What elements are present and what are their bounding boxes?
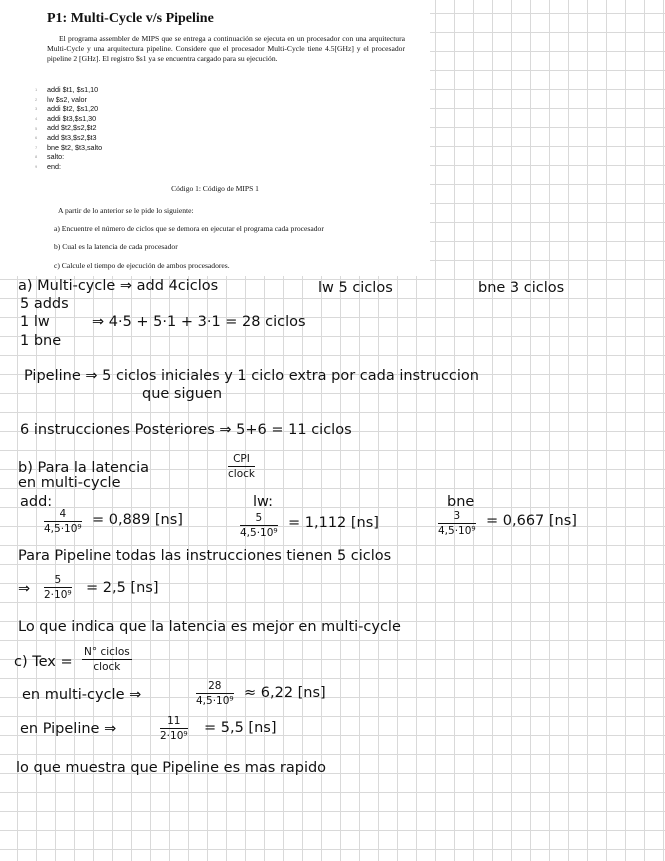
question-c: c) Calcule el tiempo de ejecución de ambos procesadores. [54, 261, 230, 270]
code-line [35, 152, 102, 162]
a-bne-cycles: bne 3 ciclos [478, 280, 565, 296]
code-line-number: 3 [35, 106, 38, 112]
b-pipeline-result: = 2,5 [ns] [86, 580, 159, 596]
b-pipeline-line: Para Pipeline todas las instrucciones tienen 5 ciclos [18, 548, 392, 564]
code-line-text: addi $t2, $s1,20 [47, 104, 99, 114]
b-bne-result: = 0,667 [ns] [486, 513, 577, 529]
a-header: a) Multi-cycle ⇒ add 4ciclos [18, 278, 219, 294]
c-fraction: N° ciclos clock [84, 646, 130, 673]
c-pipeline-fraction: $\frac{11}{\text{2·10⁹}}$ [160, 715, 188, 742]
code-line-text: addi $t1, $s1,10 [47, 85, 99, 94]
question-a: a) Encuentre el número de ciclos que se demora en ejecutar el programa cada procesador [54, 224, 324, 233]
b-conclusion: Lo que indica que la latencia es mejor en multi-cycle [18, 619, 401, 635]
b-lw-label: lw: [253, 494, 273, 510]
code-line-number: 5 [35, 125, 38, 131]
code-line [35, 123, 102, 133]
code-line [35, 114, 102, 124]
c-multi-fraction: $\frac{28}{\text{4,5·10⁹}}$ [196, 680, 234, 707]
b-pipeline-arrow: ⇒ [18, 581, 31, 597]
code-line-text: bne $t2, $t3,salto [47, 142, 103, 152]
problem-intro: El programa assembler de MIPS que se entrega a continuación se ejecuta en un procesador con una arquitectura Multi-Cycle y una arquitectura pipeline. Considere que el procesador Multi-Cycle tiene 4.5[GHz] y el procesador pipeline 2 [GHz]. El registro $s1 ya se encuentra cargado para su ejecución. [47, 34, 405, 64]
code-line-text: addi $t3,$s1,30 [47, 113, 97, 123]
question-b: b) Cual es la latencia de cada procesador [54, 242, 178, 251]
code-line-number: 9 [35, 164, 38, 170]
pipeline-line-2: que siguen [142, 386, 223, 402]
b-add-label: add: [20, 494, 53, 510]
code-line-text: end: [47, 161, 61, 171]
code-line [35, 143, 102, 153]
printed-problem-section [0, 0, 430, 276]
code-line-number: 6 [35, 135, 38, 141]
b-bne-label: bne [447, 494, 475, 510]
code-line-text: lw $s2, valor [47, 94, 87, 104]
b-bne-fraction: $\frac{3}{\text{4,5·10⁹}}$ [438, 510, 476, 537]
code-line-number: 2 [35, 96, 38, 102]
code-line-text: add $t2,$s2,$t2 [47, 123, 97, 133]
b-lw-result: = 1,112 [ns] [288, 515, 379, 531]
a-bne-count: 1 bne [20, 333, 62, 349]
code-line [35, 104, 102, 114]
b-line-2: en multi-cycle [18, 475, 121, 491]
pipeline-line-3: 6 instrucciones Posteriores ⇒ 5+6 = 11 ciclos [20, 422, 352, 438]
code-line [35, 85, 102, 95]
b-lw-fraction: $\frac{5}{\text{4,5·10⁹}}$ [240, 512, 278, 539]
b-pipeline-fraction: $\frac{5}{\text{2·10⁹}}$ [44, 574, 72, 601]
c-pipeline-label: en Pipeline ⇒ [20, 721, 117, 737]
a-lw-count: 1 lw [20, 314, 50, 330]
code-listing [35, 85, 102, 171]
final-conclusion: lo que muestra que Pipeline es mas rapido [16, 760, 327, 776]
b-add-fraction: $\frac{4}{\text{4,5·10⁹}}$ [44, 508, 82, 535]
b-add-result: = 0,889 [ns] [92, 512, 183, 528]
c-multi-result: ≈ 6,22 [ns] [244, 685, 326, 701]
problem-prompt: A partir de lo anterior se le pide lo siguiente: [58, 206, 194, 215]
code-line-text: salto: [47, 152, 65, 162]
c-pipeline-result: = 5,5 [ns] [204, 720, 277, 736]
a-adds-count: 5 adds [20, 296, 69, 312]
code-line [35, 133, 102, 143]
b-cpi-fraction: CPI clock [228, 453, 255, 480]
code-line-text: add $t3,$s2,$t3 [47, 132, 97, 142]
code-line-number: 8 [35, 154, 38, 160]
code-line-number: 1 [35, 87, 38, 93]
pipeline-line-1: Pipeline ⇒ 5 ciclos iniciales y 1 ciclo extra por cada instruccion [24, 368, 479, 384]
c-label: c) Tex = [14, 654, 73, 670]
a-calculation: ⇒ 4·5 + 5·1 + 3·1 = 28 ciclos [92, 314, 306, 330]
code-line-number: 4 [35, 116, 38, 122]
code-line-number: 7 [35, 144, 38, 150]
code-caption: Código 1: Código de MIPS 1 [171, 184, 259, 193]
c-multi-label: en multi-cycle ⇒ [22, 687, 142, 703]
b-line-1: b) Para la latencia [18, 460, 150, 476]
code-line [35, 162, 102, 172]
code-line [35, 95, 102, 105]
a-lw-cycles: lw 5 ciclos [318, 280, 393, 296]
problem-title: P1: Multi-Cycle v/s Pipeline [47, 11, 214, 26]
